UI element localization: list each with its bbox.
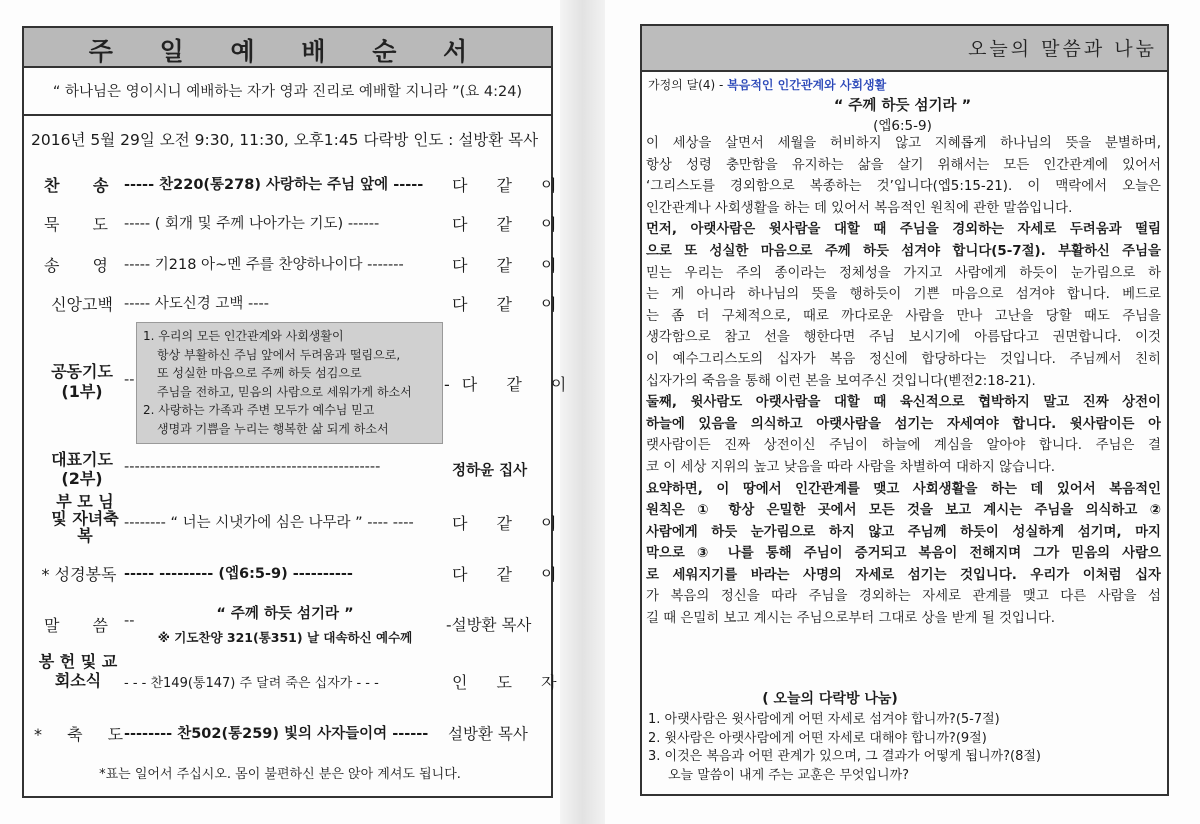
page-gutter bbox=[560, 0, 605, 824]
order-row-scripture-reading bbox=[0, 562, 569, 592]
sermon-line: 먼저, 아랫사람은 윗사람을 대할 때 주님을 경외하는 자세로 두려움과 떨림 bbox=[646, 222, 1161, 238]
question-item: 2. 윗사람은 아랫사람에게 어떤 자세로 대해야 합니까?(9절) bbox=[648, 730, 987, 746]
sermon-line: 가 복음의 정신을 따라 주님을 경외하는 자세로 관계를 맺고 다른 사람을 섬 bbox=[646, 589, 1161, 605]
row-label: 송 영 bbox=[44, 256, 122, 275]
row-content: ------------------------------------------------- bbox=[124, 459, 381, 475]
common-prayer-box bbox=[136, 322, 443, 444]
sermon-line: 둘째, 윗사람도 아랫사람을 대할 때 육신적으로 협박하지 말고 진짜 상전이 bbox=[646, 395, 1161, 411]
order-title-bar bbox=[22, 26, 553, 68]
row-content: ----- ( 회개 및 주께 나아가는 기도) ------ bbox=[124, 216, 380, 232]
footer-note: *표는 일어서 주십시오. 몸이 불편하신 분은 앉아 계셔도 됩니다. bbox=[99, 767, 461, 782]
row-content: -------- 찬502(통259) 빛의 사자들이여 ------ bbox=[124, 726, 429, 742]
sermon-line: 막으로 ③ 나를 통해 주님이 증거되고 복음이 전해지며 그가 믿음의 사람으 bbox=[646, 546, 1161, 562]
sermon-line: 랫사람이든 진짜 상전이신 주님이 하늘에 계심을 알아야 합니다. 주님은 결 bbox=[646, 438, 1161, 454]
sermon-line: 는 좀 더 구체적으로, 때로 까다로운 사람을 만나 고난을 당할 때도 주님을 bbox=[646, 308, 1161, 324]
sermon-reference: (엡6:5-9) bbox=[873, 118, 932, 134]
row-label: 묵 도 bbox=[44, 215, 122, 234]
sermon-line: 생각함으로 참고 선을 행한다면 주님 보시기에 아름답다고 권면합니다. 이것 bbox=[646, 330, 1161, 346]
questions-heading: ( 오늘의 다락방 나눔) bbox=[762, 691, 898, 707]
sermon-line: 사람에게 하듯 눈가림으로 하지 않고 주님께 하듯이 성실하게 섬기며, 마지 bbox=[646, 524, 1161, 540]
row-leader: 다 같 이 bbox=[452, 295, 569, 314]
sermon-line: 항상 성령 충만함을 유지하는 삶을 살기 위해서는 모든 인간관계에 있어서 bbox=[646, 157, 1161, 173]
order-title: 주 일 예 배 순 서 bbox=[88, 37, 487, 66]
row-leader: 인 도 자 bbox=[452, 673, 569, 692]
sermon-title: “ 주께 하듯 섬기라 ” bbox=[216, 606, 354, 622]
order-row-hymn bbox=[0, 173, 569, 203]
order-row-creed bbox=[0, 292, 569, 322]
sermon-line: 는 게 아니라 하나님의 뜻을 행하듯이 기쁜 마음으로 섬겨야 합니다. 베드로 bbox=[646, 287, 1161, 303]
row-label: * 성경봉독 bbox=[41, 565, 117, 584]
row-leader: -설방환 목사 bbox=[446, 616, 532, 634]
sermon-line: 이 예수그리스도의 십자가 복음 정신에 합당하다는 것입니다. 주님께서 친히 bbox=[646, 351, 1161, 367]
order-row-representative-prayer bbox=[0, 450, 560, 494]
sermon-line: 십자가의 죽음을 통해 이런 본을 보여주신 것입니다(벧전2:18-21). bbox=[646, 373, 1036, 389]
theme-verse: “ 하나님은 영이시니 예배하는 자가 영과 진리로 예배할 지니라 ”(요 4:24) bbox=[52, 84, 523, 100]
row-label: 공동기도 (1부) bbox=[51, 362, 113, 401]
row-label: 대표기도 (2부) bbox=[51, 450, 113, 488]
sharing-title: 오늘의 말씀과 나눔 bbox=[968, 38, 1157, 60]
verse-bar bbox=[22, 64, 553, 116]
sermon-line: 로 세워지기를 바라는 사명의 자세로 섬기는 것입니다. 우리가 이처럼 십자 bbox=[646, 567, 1161, 583]
prayer-line: 주님을 전하고, 믿음의 사람으로 세워가게 하소서 bbox=[157, 384, 412, 399]
row-leader: 다 같 이 bbox=[452, 176, 569, 195]
prayer-line: 생명과 기쁨을 누리는 행복한 삶 되게 하소서 bbox=[157, 421, 389, 436]
row-leader: 정하윤 집사 bbox=[452, 463, 528, 479]
row-label: 신앙고백 bbox=[51, 295, 113, 314]
question-item: 1. 아랫사람은 윗사람에게 어떤 자세로 섬겨야 합니까?(5-7절) bbox=[648, 712, 1000, 727]
sermon-title-right: “ 주께 하듯 섬기라 ” bbox=[833, 98, 972, 114]
row-content: ----- 사도신경 고백 ---- bbox=[124, 296, 269, 312]
row-label: 봉 헌 및 교회소식 bbox=[38, 652, 118, 690]
order-row-offering-announcements bbox=[0, 652, 569, 708]
row-leader: 설방환 목사 bbox=[448, 725, 528, 743]
row-leader: 다 같 이 bbox=[452, 565, 569, 584]
prayer-line: 2. 사랑하는 가족과 주변 모두가 예수님 믿고 bbox=[143, 403, 375, 417]
service-info: 2016년 5월 29일 오전 9:30, 11:30, 오후1:45 다락방 인도 : 설방환 목사 bbox=[31, 131, 539, 149]
sermon-line: 믿는 우리는 주의 종이라는 정체성을 가지고 사람에게 하듯이 눈가림으로 하 bbox=[646, 265, 1161, 281]
sermon-line: ‘그리스도를 경외함으로 복종하는 것’입니다(엡5:15-21). 이 맥락에서 오늘은 bbox=[646, 179, 1161, 195]
family-month-topic: 복음적인 인간관계와 사회생활 bbox=[727, 78, 887, 92]
sermon-text bbox=[646, 133, 1161, 630]
sermon-line: 하늘에 있음을 의식하고 아랫사람을 섬기는 자세여야 합니다. 윗사람이든 아 bbox=[646, 416, 1161, 432]
row-content: -- bbox=[124, 613, 135, 629]
row-content: -------- “ 너는 시냇가에 심은 나무라 ” ---- ---- bbox=[124, 515, 414, 531]
order-row-doxology bbox=[0, 253, 569, 283]
row-label: 찬 송 bbox=[44, 176, 123, 195]
sermon-line: 코 이 세상 지위의 높고 낮음을 따라 사람을 차별하여 대하지 않습니다. bbox=[646, 459, 1056, 475]
family-month-label bbox=[648, 76, 886, 93]
sermon-line: 길 때 은밀히 보고 계시는 주님으로부터 그대로 상을 받게 될 것입니다. bbox=[646, 611, 1056, 627]
row-label: 말 씀 bbox=[44, 616, 122, 635]
row-content: ----- 기218 아~멘 주를 찬양하나이다 ------- bbox=[124, 257, 404, 273]
row-content: ----- --------- (엡6:5-9) ---------- bbox=[124, 566, 353, 582]
row-content: - - - 찬149(통147) 주 달려 죽은 십자가 - - - bbox=[124, 676, 379, 691]
sermon-hymn: ※ 기도찬양 321(통351) 날 대속하신 예수께 bbox=[157, 630, 413, 645]
order-row-family-blessing bbox=[0, 492, 569, 545]
row-content: -- bbox=[124, 372, 135, 388]
sermon-line: 요약하면, 이 땅에서 인간관계를 맺고 사회생활을 하는 데 있어서 복음적인 bbox=[646, 481, 1161, 497]
sermon-line: 인간관계나 사회생활을 하는 데 있어서 복음적인 원칙에 관한 말씀입니다. bbox=[646, 200, 1073, 216]
question-item: 3. 이것은 복음과 어떤 관계가 있으며, 그 결과가 어떻게 됩니까?(8절) bbox=[648, 749, 1041, 764]
row-leader: 다 같 이 bbox=[452, 256, 569, 275]
row-label: 부 모 님 및 자녀축복 bbox=[51, 492, 119, 545]
sermon-line: 이 세상을 살면서 세월을 허비하지 않고 지혜롭게 하나님의 뜻을 분별하며, bbox=[646, 136, 1161, 151]
sermon-line: 원칙은 ① 항상 은밀한 곳에서 모든 것을 보고 계시는 주님을 의식하고 ② bbox=[646, 503, 1161, 519]
row-content: ----- 찬220(통278) 사랑하는 주님 앞에 ----- bbox=[124, 177, 424, 193]
prayer-line: 1. 우리의 모든 인간관계와 사회생활이 bbox=[143, 329, 344, 343]
prayer-line: 항상 부활하신 주님 앞에서 두려움과 떨림으로, bbox=[157, 347, 401, 362]
sharing-title-bar bbox=[640, 24, 1169, 72]
family-month-prefix: 가정의 달(4) - bbox=[648, 78, 728, 92]
sharing-questions bbox=[648, 711, 1041, 785]
row-leader: 다 같 이 bbox=[452, 215, 569, 234]
row-leader: -다 같 이 bbox=[444, 375, 579, 394]
row-leader: 다 같 이 bbox=[452, 514, 569, 533]
prayer-line: 또 성실한 마음으로 주께 하듯 섬김으로 bbox=[157, 366, 362, 380]
order-row-benediction bbox=[0, 722, 560, 752]
sermon-line: 으로 또 성실한 마음으로 주께 하듯 섬겨야 합니다(5-7절). 부활하신 주님을 bbox=[646, 243, 1161, 259]
order-row-silent-prayer bbox=[0, 212, 569, 242]
row-label: * 축 도 bbox=[34, 725, 134, 744]
question-item: 오늘 말씀이 내게 주는 교훈은 무엇입니까? bbox=[668, 767, 910, 783]
